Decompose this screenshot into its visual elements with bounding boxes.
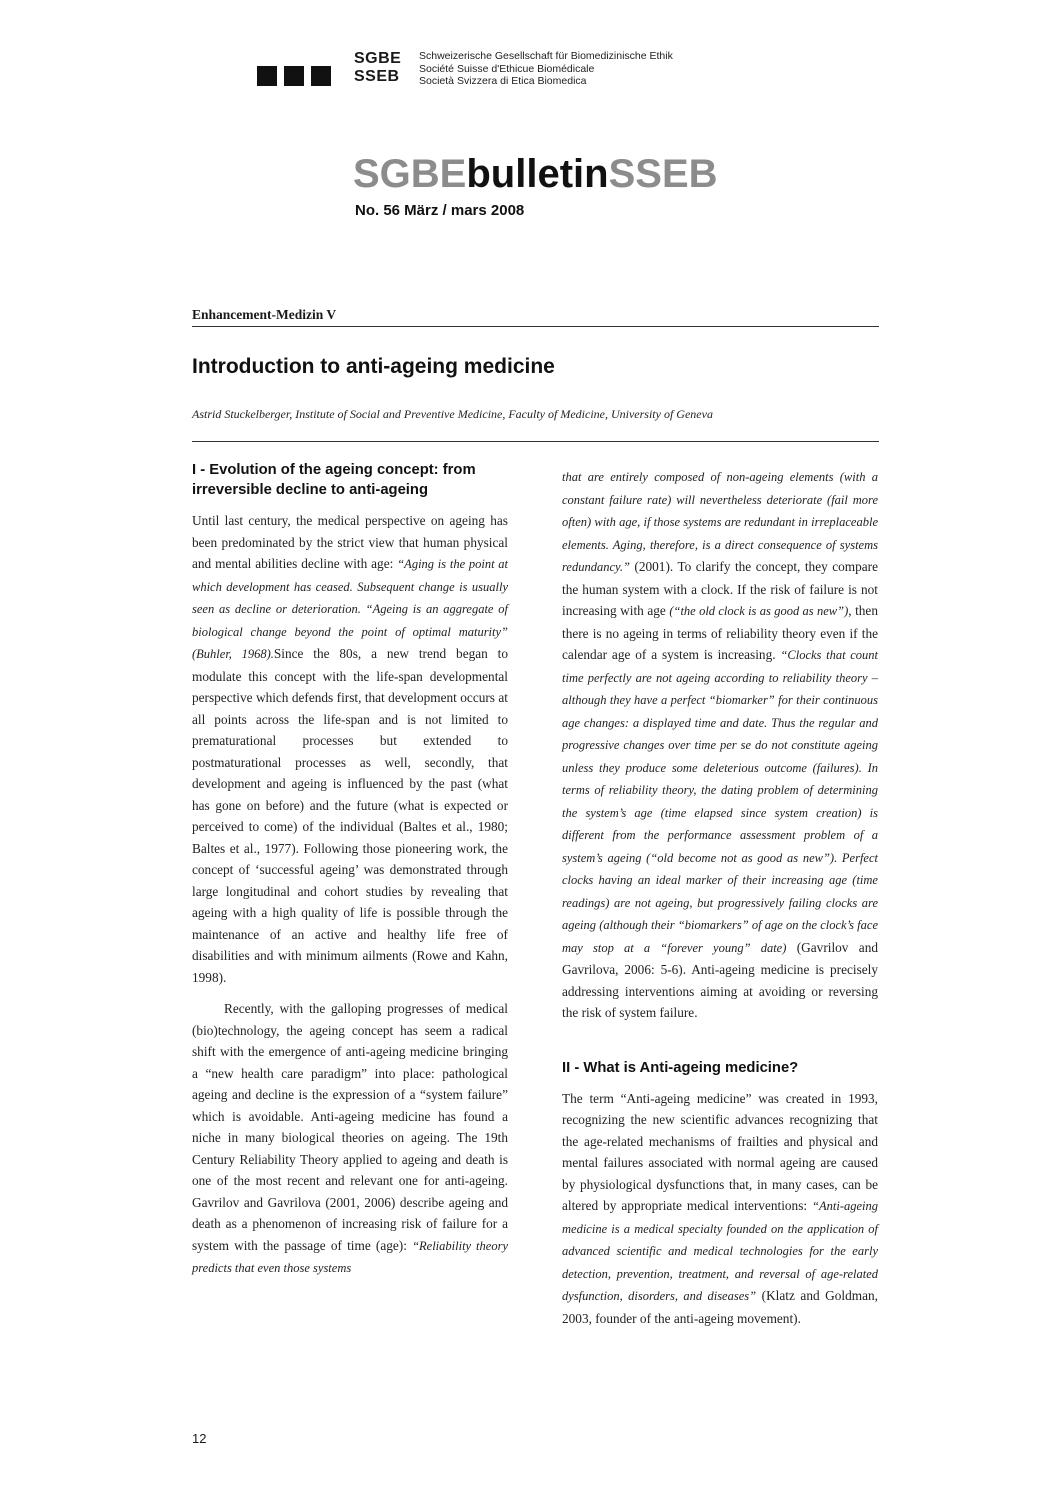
divider-rule [192,441,879,442]
masthead-sseb: SSEB [608,152,718,196]
society-name-french: Société Suisse d'Ethicue Biomédicale [419,62,595,75]
body-text: , then there is no ageing in terms of reliability theory even if the calendar age of a system is increasing. [562,603,878,662]
logo-square [311,66,331,86]
divider-rule [192,326,879,327]
body-text: The term “Anti-ageing medicine” was created in 1993, recognizing the new scientific advances recognizing that the age-related mechanisms of frailties and physical and mental failures associated with normal ageing are caused by physiological dysfunctions that, in many cases, can be altered by appropriate medical interventions: [562,1090,878,1213]
page-number: 12 [192,1431,207,1446]
quote-text: “Aging is the point at which development has ceased. Subsequent change is usually seen as decline or deterioration. “Ageing is an aggregate of biological change beyond the point of optimal maturity” (Buhler, 1968). [192,557,508,661]
section-heading-2: II - What is Anti-ageing medicine? [562,1059,799,1076]
article-title: Introduction to anti-ageing medicine [192,355,555,378]
body-text: Since the 80s, a new trend began to modulate this concept with the life-span developmental perspective which defends first, that development occurs at all points across the life-span and is not limited to prematurational processes but extended to postmaturational processes as well, secondly, that development and ageing is influenced by the past (what has gone on before) and the future (what is expected or perceived to come) of the individual (Baltes et al., 1980; Baltes et al., 1977). Following those pioneering work, the concept of ‘successful ageing’ was demonstrated through large longitudinal and cohort studies by revealing that ageing with a high quality of life is possible through the maintenance of an active and healthy life free of disabilities and with minimum ailments (Rowe and Kahn, 1998). [192,646,508,985]
author-line: Astrid Stuckelberger, Institute of Social and Preventive Medicine, Faculty of Medicine, University of Geneva [192,407,713,421]
body-text: (Gavrilov and Gavrilova, 2006: 5-6). Anti-ageing medicine is precisely addressing interventions aiming at avoiding or reversing the risk of system failure. [562,939,879,1020]
masthead-sgbe: SGBE [353,152,467,196]
section-label: Enhancement-Medizin V [192,307,337,322]
quote-text: “Anti-ageing medicine is a medical specialty founded on the application of advanced scientific and medical technologies for the early detection, prevention, treatment, and reversal of age-related dysfunction, disorders, and diseases” [562,1199,878,1303]
society-name-italian: Società Svizzera di Etica Biomedica [419,75,587,87]
right-column [562,466,878,1329]
quote-text: (“the old clock is as good as new”) [669,604,849,618]
quote-text: that are entirely composed of non-ageing elements (with a constant failure rate) will nevertheless deteriorate (fail more often) with age, if those systems are redundant in irreplaceable elements. Aging, therefore, is a direct consequence of systems redundancy.” [562,470,878,574]
society-names [419,50,673,88]
body-paragraph [562,466,878,1024]
logo-squares [257,66,331,86]
body-paragraph [562,1088,878,1330]
quote-text: “Clocks that count time perfectly are not ageing according to reliability theory – although they have a perfect “biomarker” for their continuous age changes: a displayed time and date. Thus the regular and progressive changes over time per se do not constitute ageing unless they produce some deleterious outcome (failures). In terms of reliability theory, the dating problem of determining the system’s age (time elapsed since system creation) is different from the performance assessment problem of a system’s ageing (“old become not as good as new”). Perfect clocks having an ideal marker of their increasing age (time readings) are not ageing, but progressively failing clocks are ageing (although their “biomarkers” of age on the clock’s face may stop at a “forever young” date) [562,648,878,955]
society-logo [257,44,717,92]
logo-abbr-sgbe: SGBE [354,50,402,67]
body-text: Until last century, the medical perspective on ageing has been predominated by the strict view that human physical and mental abilities decline with age: [192,513,508,571]
bulletin-masthead [353,150,718,198]
body-text: (Klatz and Goldman, 2003, founder of the anti-ageing movement). [562,1288,878,1326]
body-text: (2001). To clarify the concept, they compare the human system with a clock. If the risk of failure is not increasing with age [562,559,878,618]
logo-abbr-sseb: SSEB [354,68,400,85]
logo-square [284,66,304,86]
left-column [192,460,508,1280]
logo-square [257,66,277,86]
masthead-bulletin: bulletin [466,152,609,196]
society-name-german: Schweizerische Gesellschaft für Biomedizinische Ethik [419,50,673,62]
body-text: Recently, with the galloping progresses of medical (bio)technology, the ageing concept has seem a radical shift with the emergence of anti-ageing medicine bringing a “new health care paradigm” into place: pathological ageing and decline is the expression of a “system failure” which is avoidable. Anti-ageing medicine has found a niche in many biological theories on ageing. The 19th Century Reliability Theory applied to ageing and death is one of the most recent and relevant one for anti-ageing. Gavrilov and Gavrilova (2001, 2006) describe ageing and death as a phenomenon of increasing risk of failure for a system with the passage of time (age): [192,1001,508,1253]
issue-line: No. 56 März / mars 2008 [355,202,525,219]
body-paragraph [192,998,508,1280]
quote-text: “Reliability theory predicts that even those systems [192,1238,508,1275]
section-heading-1: I - Evolution of the ageing concept: from irreversible decline to anti-ageing [192,462,476,498]
logo-abbreviation [354,50,401,86]
body-paragraph [192,510,508,988]
